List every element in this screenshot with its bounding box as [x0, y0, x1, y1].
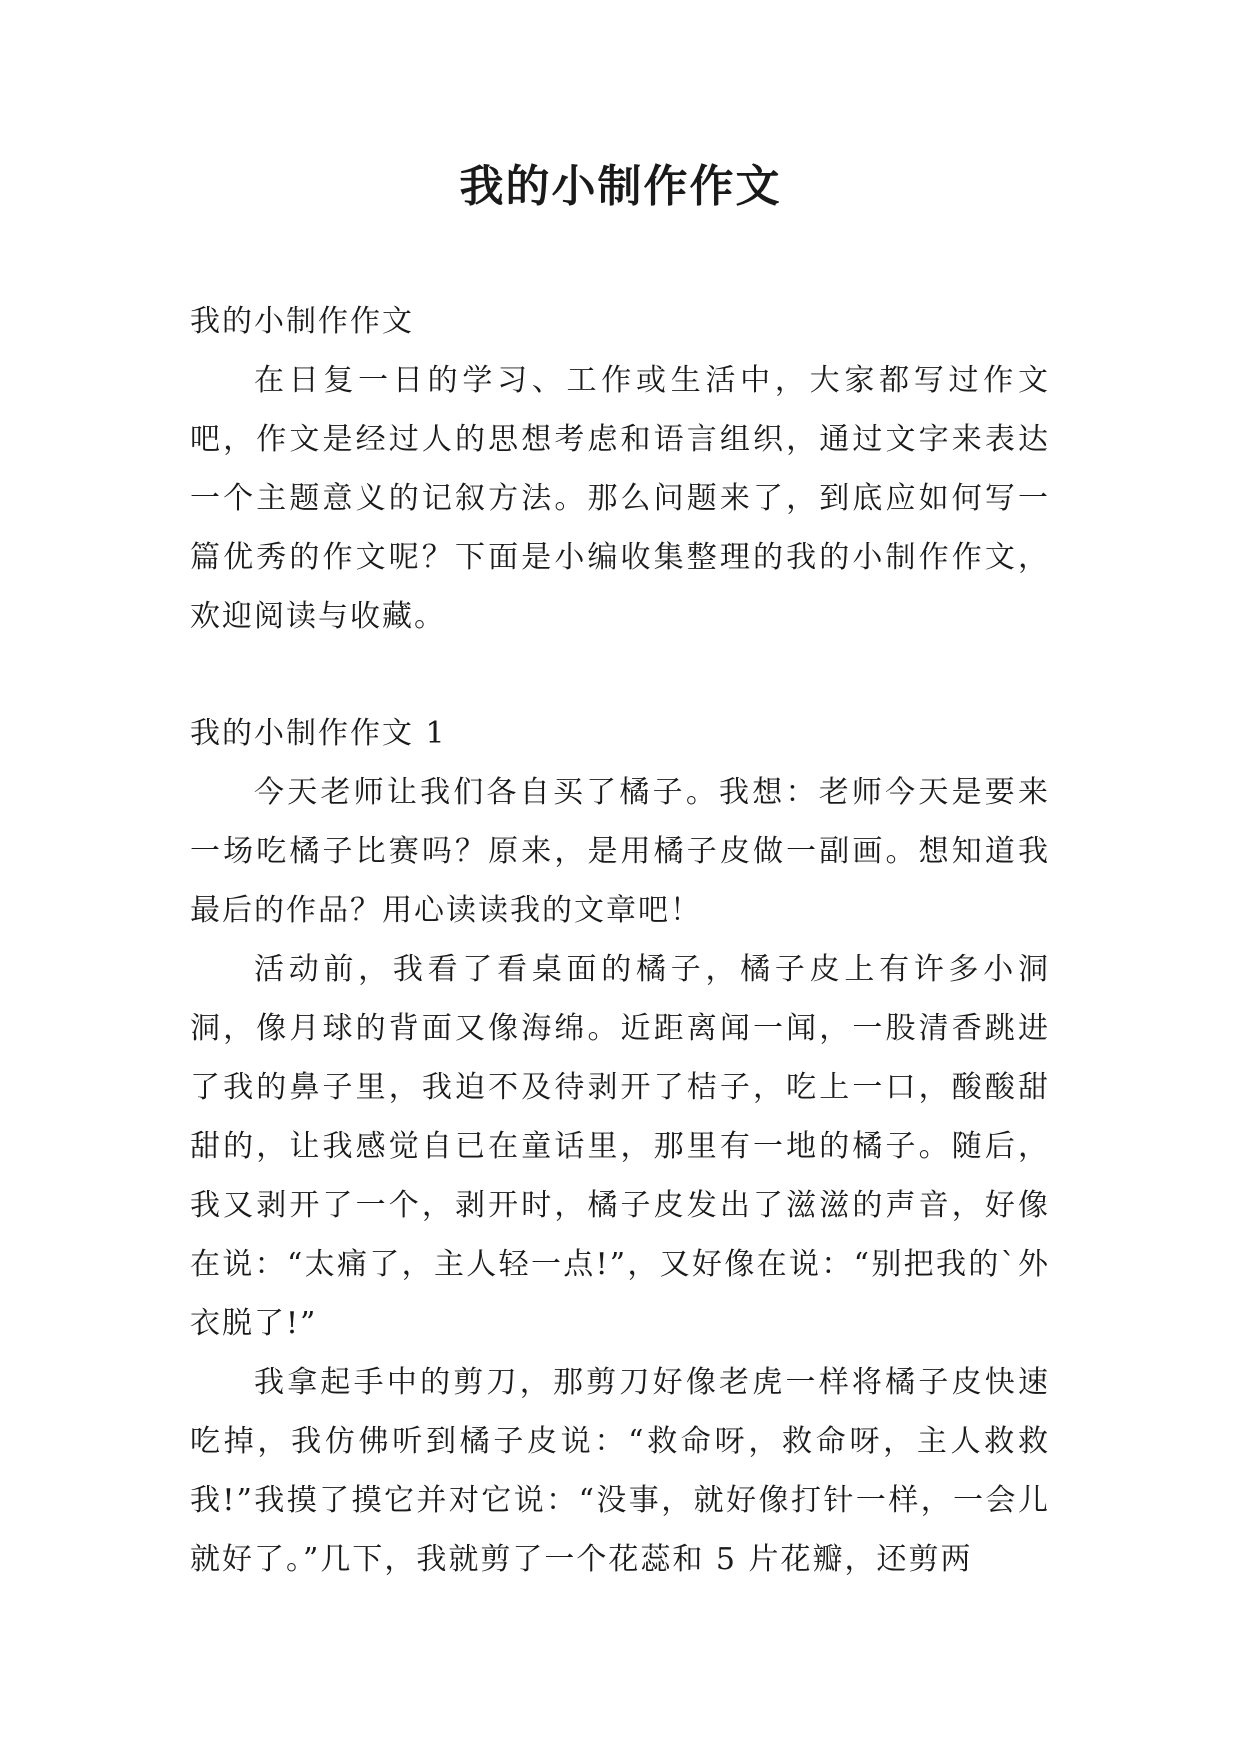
- intro-paragraph: 在日复一日的学习、工作或生活中，大家都写过作文吧，作文是经过人的思想考虑和语言组织，通过文字来表达一个主题意义的记叙方法。那么问题来了，到底应如何写一篇优秀的作文呢？下面是小编收集整理的我的小制作作文，欢迎阅读与收藏。: [190, 363, 1050, 634]
- section-1-paragraph: 今天老师让我们各自买了橘子。我想：老师今天是要来一场吃橘子比赛吗？原来，是用橘子皮做一副画。想知道我最后的作品？用心读读我的文章吧！: [190, 775, 1050, 928]
- section-1-heading: 我的小制作作文 1: [190, 716, 447, 751]
- intro-heading: 我的小制作作文: [190, 304, 414, 339]
- document-title: 我的小制作作文: [459, 161, 782, 212]
- section-spacer: [190, 646, 1050, 704]
- section-1-paragraph: 活动前，我看了看桌面的橘子，橘子皮上有许多小洞洞，像月球的背面又像海绵。近距离闻一闻，一股清香跳进了我的鼻子里，我迫不及待剥开了桔子，吃上一口，酸酸甜甜的，让我感觉自已在童话里，那里有一地的橘子。随后，我又剥开了一个，剥开时，橘子皮发出了滋滋的声音，好像在说：“太痛了，主人轻一点!”，又好像在说：“别把我的`外衣脱了!”: [190, 952, 1050, 1341]
- section-1-paragraph: 我拿起手中的剪刀，那剪刀好像老虎一样将橘子皮快速吃掉，我仿佛听到橘子皮说：“救命呀，救命呀，主人救救我!”我摸了摸它并对它说：“没事，就好像打针一样，一会儿就好了。”几下，我就剪了一个花蕊和 5 片花瓣，还剪两: [190, 1365, 1050, 1577]
- document-body: [190, 292, 1050, 1589]
